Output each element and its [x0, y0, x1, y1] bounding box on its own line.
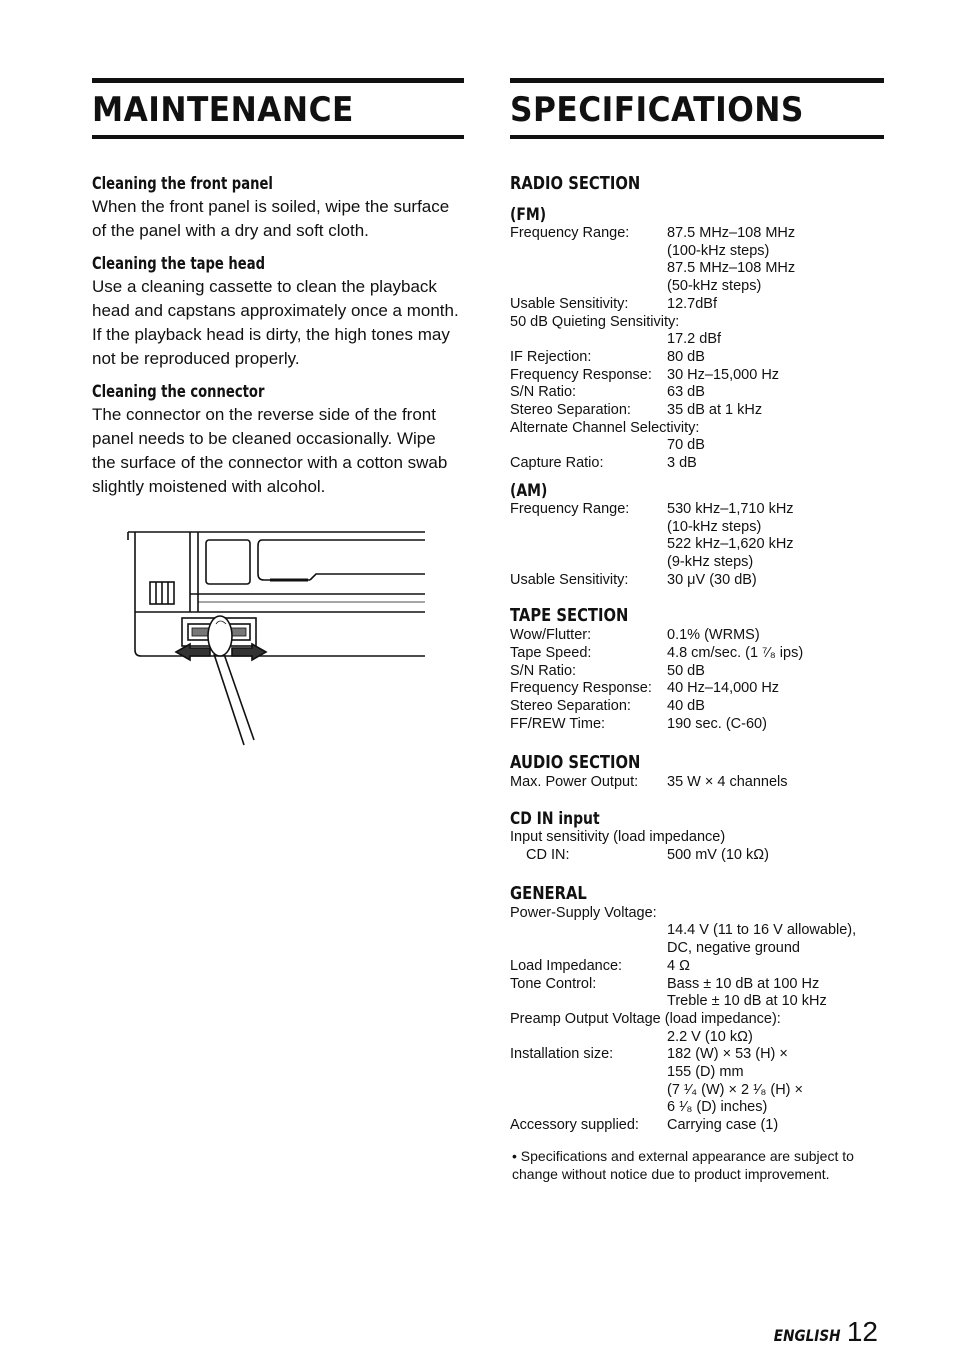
tape-specs — [510, 627, 884, 733]
spec-label: FF/REW Time: — [510, 715, 606, 732]
section-text — [92, 275, 464, 371]
spec-value: 40 Hz–14,000 Hz — [667, 680, 780, 697]
spec-value: 50 dB — [667, 662, 705, 679]
cd-in-heading: CD IN input — [510, 809, 600, 830]
cd-in-section — [510, 809, 884, 864]
spec-label: S/N Ratio: — [510, 384, 577, 401]
spec-label: Preamp Output Voltage (load impedance): — [510, 1010, 781, 1027]
spec-value: 30 Hz–15,000 Hz — [667, 366, 780, 383]
spec-label: Input sensitivity (load impedance) — [510, 829, 726, 846]
specifications-title: SPECIFICATIONS — [510, 90, 804, 130]
value-line: 14.4 V (11 to 16 V allowable), — [667, 922, 857, 939]
spec-row — [510, 296, 884, 314]
spec-value — [667, 976, 884, 1011]
connector-cleaning-illustration — [120, 520, 430, 750]
fm-heading: (FM) — [510, 205, 547, 225]
spec-row — [510, 225, 884, 296]
spec-label: IF Rejection: — [510, 348, 592, 365]
spec-row — [510, 645, 884, 663]
section-text — [92, 403, 464, 499]
value-line: 530 kHz–1,710 kHz — [667, 500, 794, 517]
spec-value: 4 Ω — [667, 957, 690, 974]
spec-row — [510, 367, 884, 385]
spec-label: Frequency Response: — [510, 366, 652, 383]
spec-label: Capture Ratio: — [510, 455, 604, 472]
spec-value — [667, 1046, 884, 1117]
value-line: (9-kHz steps) — [667, 553, 754, 570]
top-rule — [510, 78, 884, 83]
text-line: If the playback head is dirty, the high tones may — [92, 325, 450, 344]
value-line: 6 ¹⁄₈ (D) inches) — [667, 1099, 768, 1116]
spec-value: 500 mV (10 kΩ) — [667, 846, 769, 863]
spec-row — [510, 627, 884, 645]
spec-label: Frequency Response: — [510, 680, 652, 697]
spec-label: Accessory supplied: — [510, 1117, 639, 1134]
spec-label: Installation size: — [510, 1046, 614, 1063]
maintenance-section-tape-head — [92, 253, 464, 371]
spec-label: Usable Sensitivity: — [510, 571, 629, 588]
spec-label: Usable Sensitivity: — [510, 295, 629, 312]
spec-value — [667, 225, 884, 296]
spec-row — [510, 774, 884, 792]
maintenance-section-front-panel — [92, 173, 464, 243]
spec-value: 35 dB at 1 kHz — [667, 402, 763, 419]
value-line: Treble ± 10 dB at 10 kHz — [667, 993, 827, 1010]
footer-language: ENGLISH — [774, 1326, 841, 1345]
fm-specs — [510, 225, 884, 473]
bottom-rule — [510, 135, 884, 139]
maintenance-section-connector — [92, 381, 464, 499]
spec-row — [510, 663, 884, 681]
spec-label: Stereo Separation: — [510, 402, 631, 419]
spec-label: Alternate Channel Selectivity: — [510, 419, 700, 436]
spec-row — [510, 976, 884, 1011]
spec-row — [510, 455, 884, 473]
section-heading: Cleaning the tape head — [92, 254, 265, 274]
spec-row — [510, 384, 884, 402]
audio-section — [510, 752, 884, 792]
spec-value: 3 dB — [667, 455, 697, 472]
section-text — [92, 195, 464, 243]
audio-heading: AUDIO SECTION — [510, 751, 641, 773]
text-line: slightly moistened with alcohol. — [92, 477, 326, 496]
value-line: (10-kHz steps) — [667, 518, 762, 535]
spec-row — [510, 572, 884, 590]
spec-row — [510, 698, 884, 716]
section-heading: Cleaning the front panel — [92, 174, 273, 194]
spec-row — [510, 349, 884, 367]
am-heading: (AM) — [510, 480, 548, 501]
spec-label: Tape Speed: — [510, 645, 592, 662]
cd-in-specs — [510, 829, 884, 864]
spec-value: 17.2 dBf — [667, 331, 722, 348]
spec-row — [510, 1117, 884, 1135]
spec-row — [510, 716, 884, 734]
spec-row — [510, 680, 884, 698]
specifications-note — [510, 1147, 884, 1183]
spec-label: CD IN: — [526, 846, 570, 863]
spec-value: 35 W × 4 channels — [667, 773, 788, 790]
value-line: 87.5 MHz–108 MHz — [667, 225, 796, 241]
spec-value: 80 dB — [667, 348, 705, 365]
spec-value: 70 dB — [667, 437, 705, 454]
value-line: DC, negative ground — [667, 940, 800, 957]
specifications-column — [510, 78, 884, 1183]
page-number: 12 — [846, 1316, 878, 1347]
text-line: Use a cleaning cassette to clean the playback — [92, 277, 437, 296]
top-rule — [92, 78, 464, 83]
general-specs — [510, 905, 884, 1135]
spec-value: Carrying case (1) — [667, 1117, 779, 1134]
maintenance-column — [92, 78, 464, 509]
spec-value — [667, 501, 884, 572]
page-footer — [762, 1316, 878, 1348]
spec-label: Frequency Range: — [510, 225, 630, 241]
spec-value: 12.7dBf — [667, 295, 717, 312]
spec-row — [510, 847, 884, 865]
spec-value: 0.1% (WRMS) — [667, 627, 760, 644]
spec-value — [510, 922, 884, 957]
spec-value: 2.2 V (10 kΩ) — [667, 1028, 753, 1045]
spec-value: 63 dB — [667, 384, 705, 401]
spec-row — [510, 1046, 884, 1117]
spec-label: Wow/Flutter: — [510, 627, 592, 644]
spec-label: Power-Supply Voltage: — [510, 904, 657, 921]
spec-label: Max. Power Output: — [510, 773, 639, 790]
value-line: 87.5 MHz–108 MHz — [667, 260, 796, 277]
spec-value: 4.8 cm/sec. (1 ⁷⁄₈ ips) — [667, 645, 804, 662]
tape-heading: TAPE SECTION — [510, 605, 629, 627]
radio-heading: RADIO SECTION — [510, 173, 641, 194]
spec-label: Load Impedance: — [510, 957, 623, 974]
spec-value: 190 sec. (C-60) — [667, 715, 767, 732]
spec-label: Stereo Separation: — [510, 698, 631, 715]
am-specs — [510, 501, 884, 590]
value-line: (7 ¹⁄₄ (W) × 2 ¹⁄₈ (H) × — [667, 1081, 803, 1098]
value-line: 522 kHz–1,620 kHz — [667, 536, 794, 553]
general-section — [510, 883, 884, 1183]
spec-label: Frequency Range: — [510, 500, 630, 517]
value-line: 182 (W) × 53 (H) × — [667, 1046, 788, 1063]
note-line: change without notice due to product improvement. — [512, 1165, 830, 1182]
general-heading: GENERAL — [510, 882, 587, 904]
text-line: The connector on the reverse side of the front — [92, 405, 436, 424]
text-line: not be reproduced properly. — [92, 349, 300, 368]
spec-row — [510, 958, 884, 976]
text-line: the surface of the connector with a cotton swab — [92, 453, 448, 472]
spec-row — [510, 402, 884, 420]
text-line: panel needs to be cleaned occasionally. Wipe — [92, 429, 436, 448]
maintenance-title: MAINTENANCE — [92, 90, 354, 130]
value-line: (50-kHz steps) — [667, 278, 762, 295]
value-line: 155 (D) mm — [667, 1064, 744, 1081]
tape-section — [510, 605, 884, 733]
radio-section — [510, 173, 884, 589]
spec-row — [510, 501, 884, 572]
spec-label: 50 dB Quieting Sensitivity: — [510, 313, 680, 330]
value-line: (100-kHz steps) — [667, 242, 770, 259]
spec-value: 30 μV (30 dB) — [667, 571, 757, 588]
text-line: head and capstans approximately once a month. — [92, 301, 459, 320]
section-heading: Cleaning the connector — [92, 382, 265, 402]
text-line: When the front panel is soiled, wipe the surface — [92, 197, 450, 216]
spec-label: S/N Ratio: — [510, 662, 577, 679]
value-line: Bass ± 10 dB at 100 Hz — [667, 975, 820, 992]
text-line: of the panel with a dry and soft cloth. — [92, 221, 369, 240]
bottom-rule — [92, 135, 464, 139]
audio-specs — [510, 774, 884, 792]
note-line: • Specifications and external appearance are subject to — [512, 1147, 854, 1164]
spec-label: Tone Control: — [510, 975, 597, 992]
spec-value: 40 dB — [667, 698, 705, 715]
